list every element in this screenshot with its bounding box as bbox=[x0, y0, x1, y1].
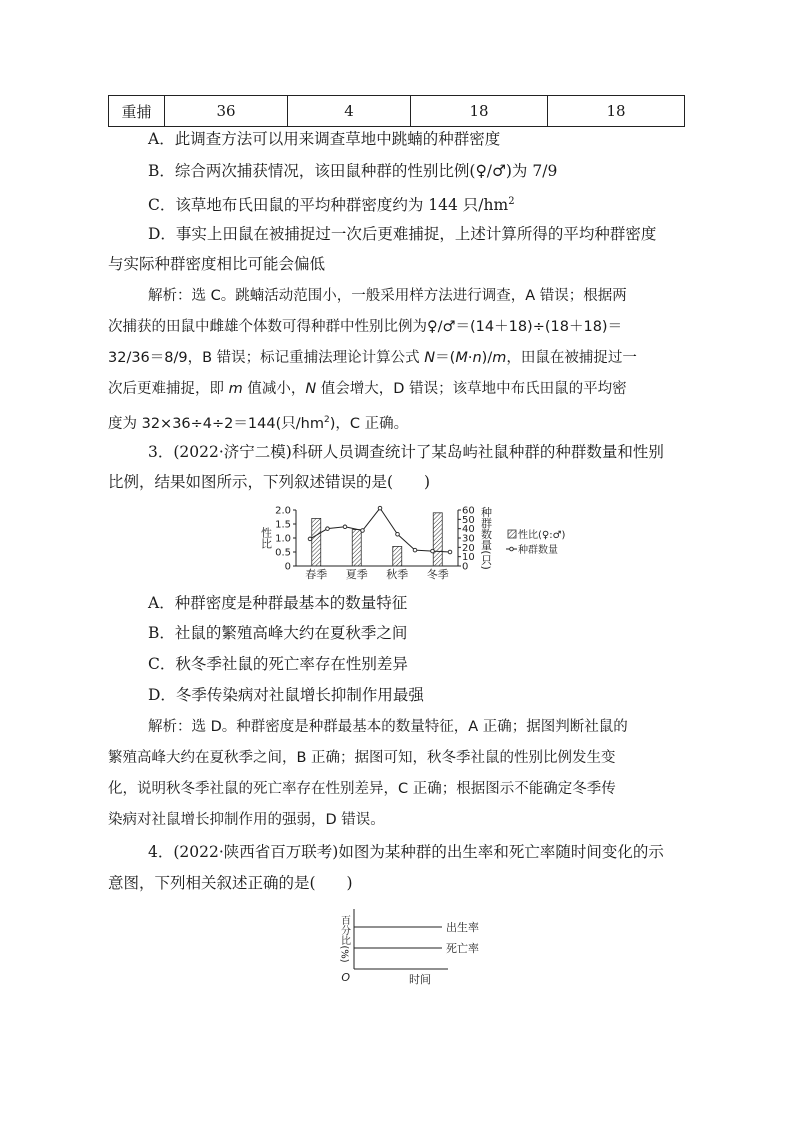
population-point bbox=[396, 532, 400, 536]
population-point bbox=[343, 525, 347, 529]
x-tick-label: 夏季 bbox=[345, 568, 368, 580]
q4-chart-svg bbox=[330, 905, 480, 985]
q2-explanation-4: 次后更难捕捉，即 m 值减小，N 值会增大，D 错误；该草地中布氏田鼠的平均密 bbox=[108, 381, 627, 397]
q2-option-b: B．综合两次捕获情况，该田鼠种群的性别比例(♀/♂)为 7/9 bbox=[148, 162, 558, 180]
population-point bbox=[413, 548, 417, 552]
population-point bbox=[326, 527, 330, 531]
left-tick-label: 1.5 bbox=[275, 519, 291, 531]
q3-explanation-2: 繁殖高峰大约在夏秋季之间，B 正确；据图可知，秋冬季社鼠的性别比例发生变 bbox=[108, 750, 616, 766]
q2-option-d-line2: 与实际种群密度相比可能会偏低 bbox=[108, 255, 326, 273]
left-tick-label: 0.5 bbox=[275, 547, 291, 559]
q3-stem-1: 3．(2022·济宁二模)科研人员调查统计了某岛屿社鼠种群的种群数量和性别 bbox=[148, 443, 664, 461]
right-tick-label: 10 bbox=[462, 552, 475, 564]
legend-bar-swatch bbox=[508, 530, 516, 538]
table-cell: 36 bbox=[165, 96, 288, 127]
q4-stem-1: 4．(2022·陕西省百万联考)如图为某种群的出生率和死亡率随时间变化的示 bbox=[148, 843, 664, 861]
left-tick-label: 1.0 bbox=[275, 533, 291, 545]
right-tick-label: 0 bbox=[462, 561, 469, 573]
q3-explanation-3: 化，说明秋冬季社鼠的死亡率存在性别差异，C 正确；根据图示不能确定冬季传 bbox=[108, 781, 616, 797]
population-point bbox=[308, 537, 312, 541]
right-tick-label: 40 bbox=[462, 524, 475, 536]
left-axis-label: 性比 bbox=[259, 527, 273, 549]
legend-label: 性比(♀:♂) bbox=[518, 530, 566, 541]
population-point bbox=[378, 506, 382, 510]
x-tick-label: 秋季 bbox=[386, 568, 409, 580]
q3-option-b: B．社鼠的繁殖高峰大约在夏秋季之间 bbox=[148, 624, 408, 642]
legend-line-marker bbox=[510, 547, 514, 551]
q3-chart-svg bbox=[258, 500, 568, 580]
x-axis-label: 时间 bbox=[409, 973, 431, 985]
right-tick-label: 50 bbox=[462, 514, 475, 526]
x-tick-label: 冬季 bbox=[426, 568, 449, 580]
q3-explanation-4: 染病对社鼠增长抑制作用的强弱，D 错误。 bbox=[108, 812, 385, 828]
left-tick-label: 2.0 bbox=[275, 505, 291, 517]
right-tick-label: 30 bbox=[462, 533, 475, 545]
population-point bbox=[431, 549, 435, 553]
table-row bbox=[109, 96, 685, 127]
q3-option-a: A．种群密度是种群最基本的数量特征 bbox=[148, 594, 408, 612]
q4-stem-2: 意图，下列相关叙述正确的是( ) bbox=[108, 874, 353, 892]
q2-option-a: A．此调查方法可以用来调查草地中跳蝻的种群密度 bbox=[148, 130, 501, 148]
sex-ratio-bar bbox=[433, 513, 442, 566]
q2-option-d-line1: D．事实上田鼠在被捕捉过一次后更难捕捉，上述计算所得的平均种群密度 bbox=[148, 225, 657, 243]
sex-ratio-bar bbox=[352, 530, 361, 566]
y-axis-label: 百分比(%) bbox=[338, 915, 350, 963]
q3-stem-2: 比例，结果如图所示，下列叙述错误的是( ) bbox=[108, 473, 431, 491]
table-cell: 重捕 bbox=[109, 96, 165, 127]
q2-explanation-2: 次捕获的田鼠中雌雄个体数可得种群中性别比例为♀/♂＝(14＋18)÷(18＋18)＝ bbox=[108, 319, 623, 335]
x-tick-label: 春季 bbox=[305, 568, 328, 580]
q3-explanation-1: 解析：选 D。种群密度是种群最基本的数量特征，A 正确；据图判断社鼠的 bbox=[148, 719, 628, 735]
q2-explanation-3: 32/36＝8/9，B 错误；标记重捕法理论计算公式 N＝(M·n)/m，田鼠在被捕捉过一 bbox=[108, 350, 637, 366]
q3-option-d: D．冬季传染病对社鼠增长抑制作用最强 bbox=[148, 686, 424, 704]
right-tick-label: 60 bbox=[462, 505, 475, 517]
q3-chart bbox=[258, 500, 568, 580]
population-point bbox=[361, 529, 365, 533]
q2-explanation-1: 解析：选 C。跳蝻活动范围小，一般采用样方法进行调查，A 错误；根据两 bbox=[148, 288, 627, 304]
legend-label: 种群数量 bbox=[518, 545, 558, 556]
sex-ratio-bar bbox=[312, 518, 321, 566]
left-tick-label: 0 bbox=[284, 561, 291, 573]
population-line bbox=[310, 508, 450, 552]
q3-option-c: C．秋冬季社鼠的死亡率存在性别差异 bbox=[148, 655, 408, 673]
right-axis-label: 种群数量(只) bbox=[479, 506, 493, 570]
table-cell: 18 bbox=[411, 96, 548, 127]
capture-table bbox=[108, 95, 685, 127]
table-cell: 4 bbox=[288, 96, 411, 127]
q4-chart bbox=[330, 905, 480, 985]
series-label: 死亡率 bbox=[446, 942, 479, 955]
table-cell: 18 bbox=[548, 96, 685, 127]
q2-option-c: C．该草地布氏田鼠的平均种群密度约为 144 只$/hm^2$ bbox=[148, 196, 515, 215]
origin-label: O bbox=[341, 971, 350, 984]
sex-ratio-bar bbox=[393, 546, 402, 566]
right-tick-label: 20 bbox=[462, 542, 475, 554]
population-point bbox=[448, 550, 452, 554]
series-label: 出生率 bbox=[446, 921, 479, 934]
q2-explanation-5: 度为 32×36÷4÷2＝144(只$/hm^2$)，C 正确。 bbox=[108, 415, 409, 432]
